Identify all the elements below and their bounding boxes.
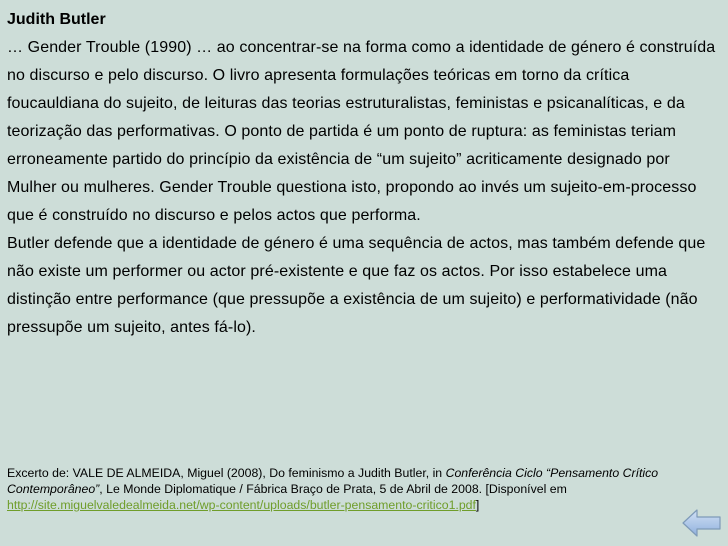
citation-closing: ] — [475, 498, 480, 512]
body-text — [7, 34, 721, 342]
paragraph-1: … Gender Trouble (1990) … ao concentrar-se na forma como a identidade de género é construída no discurso e pelo discurso. O livro apresenta formulações teóricas em torno da crítica foucauldiana do sujeito, de leituras das teorias estruturalistas, feministas e psicanalíticas, e da teorização das performativas. O ponto de partida é um ponto de ruptura: as feministas teriam erroneamente partido do princípio da existência de “um sujeito” acriticamente designado por Mulher ou mulheres. Gender Trouble questiona isto, propondo ao invés um sujeito-em-processo que é construído no discurso e pelos actos que performa. — [7, 39, 716, 224]
paragraph-2: Butler defende que a identidade de género é uma sequência de actos, mas também defende que não existe um performer ou actor pré-existente e que faz os actos. Por isso estabelece uma distinção entre performance (que pressupõe a existência de um sujeito) e performatividade (não pressupõe um sujeito, antes fá-lo). — [7, 235, 706, 336]
citation — [7, 465, 721, 513]
slide-content — [7, 10, 721, 342]
left-arrow-icon — [682, 508, 722, 538]
citation-prefix: Excerto de: VALE DE ALMEIDA, Miguel (2008), Do feminismo a Judith Butler, in — [7, 466, 446, 480]
citation-link[interactable]: http://site.miguelvaledealmeida.net/wp-content/uploads/butler-pensamento-critico1.pdf — [7, 498, 476, 512]
back-navigation-button[interactable] — [682, 508, 722, 538]
page-title: Judith Butler — [7, 11, 106, 28]
citation-italic-title: Conferência Ciclo “Pensamento Crítico Contemporâneo” — [7, 466, 659, 496]
citation-suffix: , Le Monde Diplomatique / Fábrica Braço de Prata, 5 de Abril de 2008. [Disponível em — [99, 482, 567, 496]
